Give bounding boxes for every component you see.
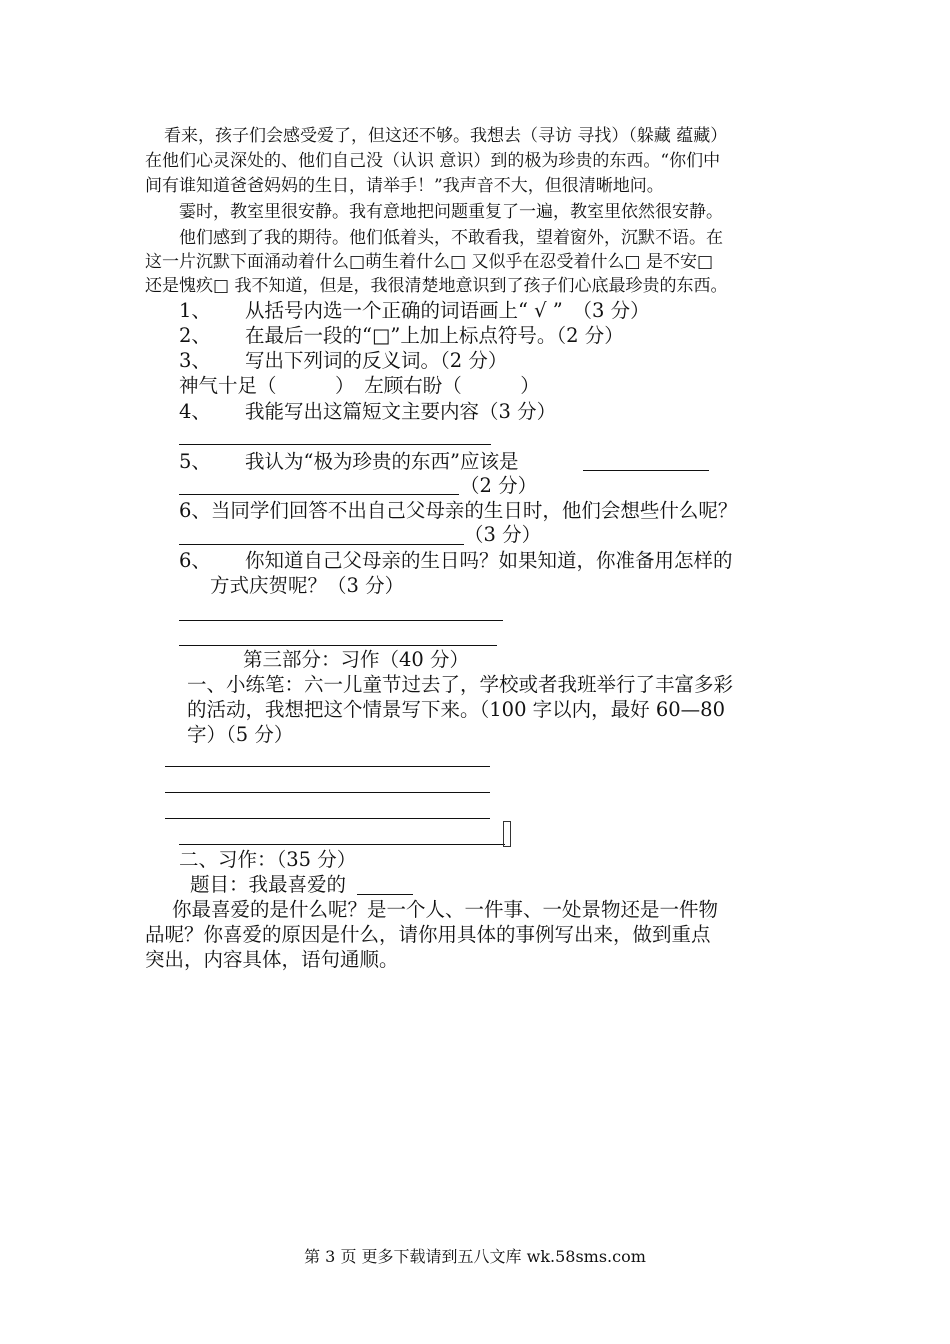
passage-line-3: 间有谁知道爸爸妈妈的生日，请举手！”我声音不大，但很清晰地问。 [145, 176, 664, 196]
passage-line-5: 他们感到了我的期待。他们低着头，不敢看我，望着窗外，沉默不语。在 [179, 228, 723, 248]
q5-number: 5、 [179, 450, 211, 473]
practice-answer-line-1 [165, 766, 490, 767]
q3-number: 3、 [179, 349, 211, 372]
q3-text: 写出下列词的反义词。（2 分） [245, 349, 508, 372]
essay-instruction-3: 突出，内容具体，语句通顺。 [145, 948, 399, 971]
essay-instruction-2: 品呢？你喜爱的原因是什么，请你用具体的事例写出来，做到重点 [145, 923, 711, 946]
part3-title: 第三部分：习作（40 分） [243, 648, 470, 671]
passage-line-1: 看来，孩子们会感受爱了，但这还不够。我想去（寻访 寻找）（躲藏 蕴藏） [164, 126, 728, 146]
passage-line-6: 这一片沉默下面涌动着什么□萌生着什么□ 又似乎在忍受着什么□ 是不安□ [145, 252, 714, 272]
page-footer: 第 3 页 更多下载请到五八文库 wk.58sms.com [304, 1247, 646, 1266]
q4-text: 我能写出这篇短文主要内容（3 分） [245, 400, 557, 423]
practice-answer-line-2 [165, 792, 490, 793]
essay-instruction-1: 你最喜爱的是什么呢？是一个人、一件事、一处景物还是一件物 [172, 898, 719, 921]
q6b-text: 你知道自己父母亲的生日吗？如果知道，你准备用怎样的 [245, 549, 733, 572]
q3-antonym-words: 神气十足（ ） 左顾右盼（ ） [179, 374, 540, 397]
practice-answer-line-3 [165, 818, 490, 819]
q4-number: 4、 [179, 400, 211, 423]
q6a-text: 6、当同学们回答不出自己父母亲的生日时，他们会想些什么呢？ [179, 499, 738, 522]
q1-text: 从括号内选一个正确的词语画上“ √ ” （3 分） [245, 299, 650, 322]
essay-title-blank [357, 894, 413, 895]
q2-text: 在最后一段的“□”上加上标点符号。（2 分） [245, 324, 624, 347]
q6b-answer-line-2 [179, 645, 497, 646]
q1-number: 1、 [179, 299, 211, 322]
text-cursor-box [503, 821, 511, 847]
practice-line-1: 一、小练笔：六一儿童节过去了，学校或者我班举行了丰富多彩 [187, 673, 734, 696]
essay-heading: 二、习作：（35 分） [179, 848, 357, 871]
q4-answer-line [179, 444, 491, 445]
passage-line-7: 还是愧疚□ 我不知道，但是，我很清楚地意识到了孩子们心底最珍贵的东西。 [145, 276, 728, 296]
passage-line-4: 霎时，教室里很安静。我有意地把问题重复了一遍，教室里依然很安静。 [179, 202, 723, 222]
q2-number: 2、 [179, 324, 211, 347]
q5-score: （2 分） [460, 474, 538, 497]
q6b-text-cont: 方式庆贺呢？（3 分） [210, 574, 405, 597]
q5-answer-line-2 [179, 494, 459, 495]
q6b-answer-line-1 [179, 620, 503, 621]
q6a-score: （3 分） [464, 523, 542, 546]
practice-line-2: 的活动，我想把这个情景写下来。（100 字以内，最好 60—80 [187, 698, 725, 721]
practice-line-3: 字）（5 分） [187, 723, 294, 746]
passage-line-2: 在他们心灵深处的、他们自己没（认识 意识）到的极为珍贵的东西。“你们中 [145, 151, 721, 171]
q5-text: 我认为“极为珍贵的东西”应该是 [245, 450, 519, 473]
q6a-answer-line [179, 544, 464, 545]
essay-title: 题目：我最喜爱的 [190, 873, 347, 896]
q5-answer-line-1 [583, 470, 709, 471]
q6b-number: 6、 [179, 549, 211, 572]
practice-answer-line-4 [179, 844, 505, 845]
